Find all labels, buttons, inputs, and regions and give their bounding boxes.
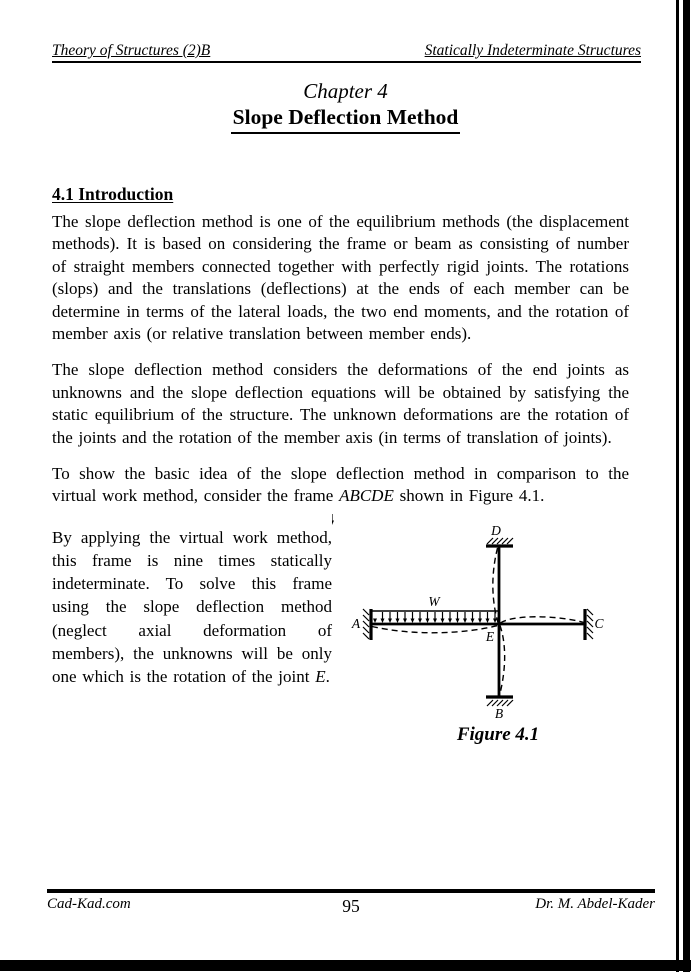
paragraph-1-text: The slope deflection method is one of the equilibrium methods (the displacement methods). It is based on considering the frame or beam as consisting of number of straight members connected together with perfectly rigid joints. The rotations (slops) and the translations (deflections) at the ends of each member can be determine in terms of the lateral loads, the two end moments, and the rotation of member axis (or relative translation between member ends). (52, 211, 629, 343)
label-joint-c: C (594, 615, 604, 631)
header-course-title: Theory of Structures (2)B (52, 42, 211, 59)
joint-e-reference: E (315, 667, 326, 687)
page-header (52, 42, 641, 63)
label-joint-a: A (351, 615, 361, 631)
header-topic-title: Statically Indeterminate Structures (424, 42, 641, 59)
beam-left-deflection-curve (372, 625, 498, 632)
footer-website: Cad-Kad.com (47, 895, 131, 912)
paragraph-3-pre: To show the basic idea of the slope deflection method in comparison to the virtual work method, consider the frame (52, 464, 629, 506)
doc-title-wrap (0, 105, 691, 134)
paragraph-1 (52, 211, 629, 345)
left-fixed-support (363, 609, 371, 640)
section-heading: 4.1 Introduction (52, 183, 174, 204)
top-fixed-support (486, 538, 513, 546)
beam-right-deflection-curve (501, 617, 585, 623)
label-joint-e: E (485, 628, 495, 644)
footer-row (47, 895, 655, 916)
label-load-w: W (428, 593, 440, 609)
paragraph-4 (52, 526, 332, 688)
label-joint-b: B (494, 705, 504, 721)
paragraph-2-text: The slope deflection method considers the deformations of the end joints as unknowns and the slope deflection equations will be obtained by satisfying the static equilibrium of the structure. The unknown deformations are the rotation of the joints and the rotation of the member axis (in terms of translation of joints). (52, 360, 629, 447)
distributed-load (332, 514, 498, 623)
chapter-heading: Chapter 4 (303, 79, 388, 103)
scan-edge-bar-right (683, 0, 690, 972)
figure-caption: Figure 4.1 (456, 723, 540, 745)
load-arrow-icon (332, 514, 334, 525)
page-footer (47, 889, 655, 916)
label-joint-d: D (491, 522, 501, 538)
frame-name-reference: ABCDE (339, 486, 394, 506)
paragraph-4-pre: By applying the virtual work method, this frame is nine times statically indeterminate. To solve this frame using the slope deflection method (neglect axial deformation of members), the unknowns will be only one which is the rotation of the joint (52, 527, 332, 687)
paragraph-2 (52, 359, 629, 449)
footer-rule (47, 889, 655, 893)
paragraph-3 (52, 463, 629, 508)
paragraph-3-post: shown in Figure 4.1. (393, 486, 545, 506)
page-number: 95 (342, 895, 360, 916)
frame-diagram (332, 514, 664, 722)
scan-edge-bar-bottom (0, 960, 691, 971)
scan-edge-line-right (676, 0, 679, 972)
paragraph-4-post: . (325, 667, 330, 687)
page-title: Slope Deflection Method (231, 105, 461, 134)
figure-4-1 (332, 514, 664, 746)
bottom-fixed-support (486, 697, 513, 706)
footer-author: Dr. M. Abdel-Kader (535, 895, 655, 912)
text-and-figure-row (52, 514, 691, 746)
deflection-curves (372, 548, 584, 696)
right-fixed-support (585, 609, 593, 640)
